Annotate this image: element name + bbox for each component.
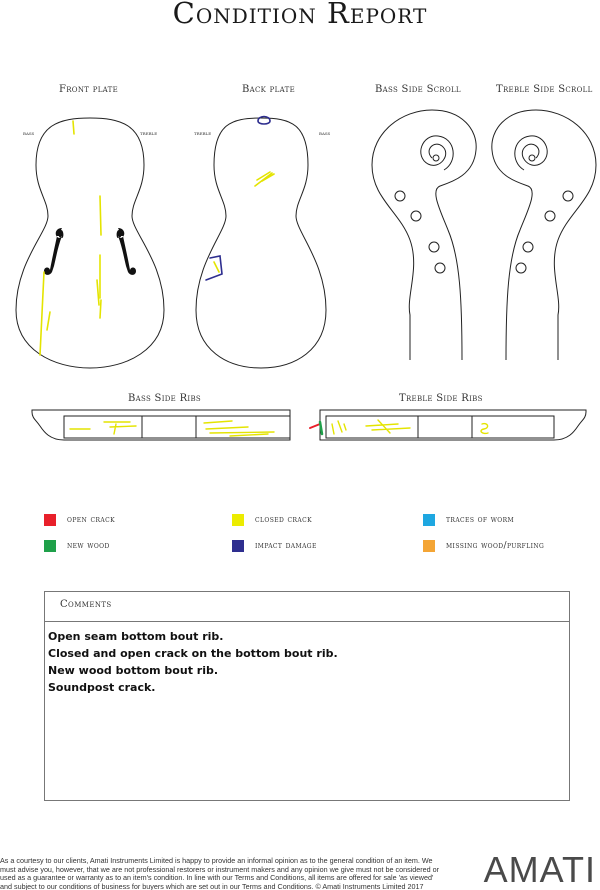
treble-ribs-damage: [310, 420, 488, 434]
legend-swatch: [44, 514, 56, 526]
legend-traces-of-worm: [423, 513, 514, 527]
legend-new-wood: [44, 539, 110, 553]
bass-ribs-cracks: [70, 421, 274, 436]
brand-logo: AMATI: [483, 849, 596, 890]
legend-label: impact damage: [255, 541, 317, 551]
legend-open-crack: [44, 513, 115, 527]
legend-swatch: [44, 540, 56, 552]
comments-box: [44, 591, 570, 801]
bass-side-scroll-drawing: [372, 110, 476, 360]
legend-label: new wood: [67, 541, 110, 551]
bass-side-scroll-label: Bass Side Scroll: [375, 84, 461, 95]
front-plate-outline: [16, 118, 164, 368]
comments-heading: Comments: [45, 592, 569, 622]
legend-label: open crack: [67, 515, 115, 525]
back-plate-damage: [206, 117, 274, 281]
front-treble-label: treble: [140, 130, 158, 137]
legend-label: closed crack: [255, 515, 312, 525]
legend-swatch: [423, 540, 435, 552]
comment-line: Soundpost crack.: [48, 681, 156, 694]
back-plate-outline: [196, 118, 326, 368]
legend-missing-wood: [423, 539, 544, 553]
f-holes: [44, 228, 136, 275]
disclaimer-text: As a courtesy to our clients, Amati Instruments Limited is happy to provide an informal opinion as to the general condition of an item. We must advise you, however, that we are not professional restorers or instrument makers and any opinion we give must not be considered or used as a guarantee or warranty as to an item's condition. In line with our Terms and Conditions, all items are offered for sale 'as viewed' and subject to our conditions of business for buyers which are set out in our Terms and Conditions. © Amati Instruments Limited 2017: [0, 856, 440, 890]
comment-line: Closed and open crack on the bottom bout rib.: [48, 647, 338, 660]
front-plate-cracks: [40, 121, 101, 355]
back-plate-label: Back plate: [242, 84, 295, 95]
treble-side-scroll-drawing: [492, 110, 596, 360]
front-plate-label: Front plate: [59, 84, 119, 95]
legend-label: traces of worm: [446, 515, 515, 525]
back-bass-label: bass: [319, 130, 331, 137]
comments-body: [45, 622, 569, 696]
page-title: Condition Report: [172, 0, 428, 30]
treble-side-ribs-label: Treble Side Ribs: [399, 393, 483, 404]
legend-closed-crack: [232, 513, 312, 527]
legend-swatch: [232, 514, 244, 526]
legend-impact-damage: [232, 539, 317, 553]
comment-line: New wood bottom bout rib.: [48, 664, 219, 677]
bass-side-ribs-label: Bass Side Ribs: [128, 393, 202, 404]
back-treble-label: treble: [194, 130, 212, 137]
treble-side-scroll-label: Treble Side Scroll: [496, 84, 593, 95]
comment-line: Open seam bottom bout rib.: [48, 630, 224, 643]
legend-swatch: [423, 514, 435, 526]
legend-label: missing wood/purfling: [446, 541, 545, 551]
legend-swatch: [232, 540, 244, 552]
treble-side-ribs-drawing: [320, 410, 586, 440]
front-bass-label: bass: [23, 130, 35, 137]
